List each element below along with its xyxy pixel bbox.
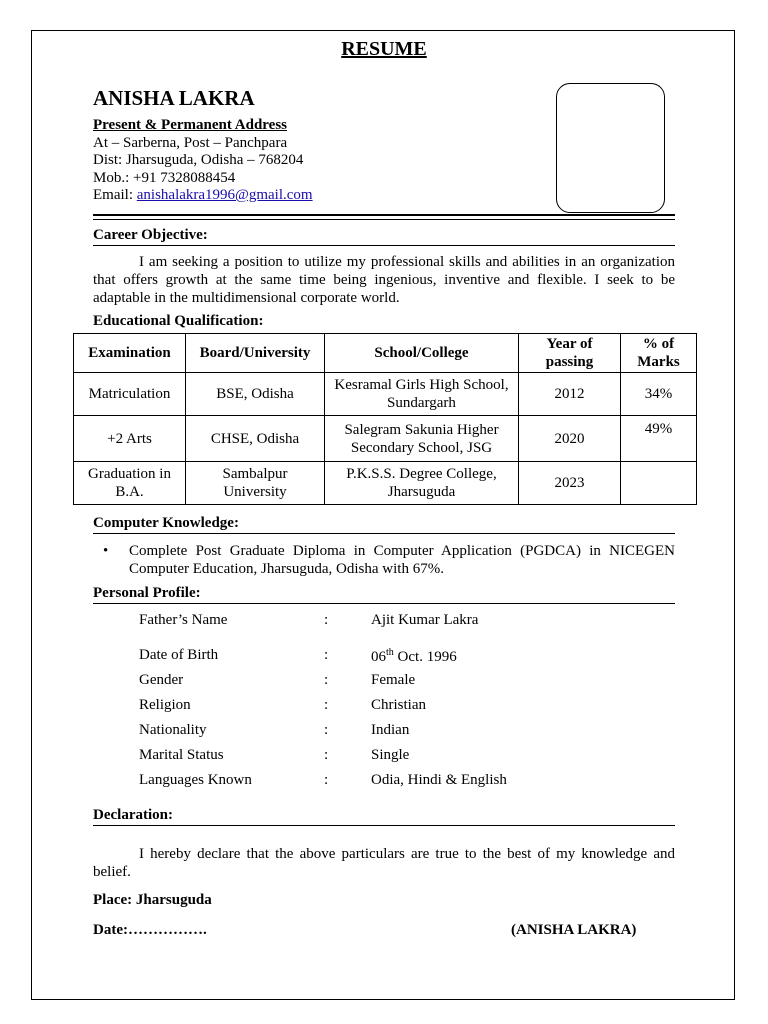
bullet-icon: •	[103, 543, 109, 559]
table-row	[74, 416, 697, 462]
religion-colon: :	[324, 697, 329, 713]
dob-colon: :	[324, 647, 329, 663]
nationality-label: Nationality	[139, 722, 207, 738]
column-header-school: School/College	[325, 334, 519, 373]
marital-status-value: Single	[371, 747, 410, 763]
dob-value	[371, 647, 457, 666]
gender-label: Gender	[139, 672, 184, 688]
career-objective-heading: Career Objective:	[93, 227, 675, 246]
table-row	[74, 462, 697, 505]
marital-status-label: Marital Status	[139, 747, 224, 763]
dob-month-year: Oct. 1996	[393, 649, 457, 665]
marital-status-colon: :	[324, 747, 329, 763]
school-cell: P.K.S.S. Degree College, Jharsuguda	[325, 462, 519, 505]
column-header-board: Board/University	[186, 334, 325, 373]
photo-placeholder	[556, 83, 665, 213]
place-line: Place: Jharsuguda	[93, 892, 212, 908]
header-divider-thick	[93, 214, 675, 216]
education-header-row	[74, 334, 697, 373]
address-line-2: Dist: Jharsuguda, Odisha – 768204	[93, 152, 304, 168]
religion-label: Religion	[139, 697, 191, 713]
computer-knowledge-heading: Computer Knowledge:	[93, 515, 675, 534]
fathers-name-label: Father’s Name	[139, 612, 228, 628]
languages-colon: :	[324, 772, 329, 788]
mobile-number: Mob.: +91 7328088454	[93, 170, 236, 186]
gender-value: Female	[371, 672, 416, 688]
exam-cell: Graduation in B.A.	[74, 462, 186, 505]
year-cell: 2023	[519, 462, 621, 505]
personal-profile-heading: Personal Profile:	[93, 585, 675, 604]
languages-label: Languages Known	[139, 772, 252, 788]
board-cell: Sambalpur University	[186, 462, 325, 505]
dob-suffix: th	[386, 647, 394, 658]
exam-cell: Matriculation	[74, 373, 186, 416]
table-row	[74, 373, 697, 416]
dob-day: 06	[371, 649, 386, 665]
email-label: Email:	[93, 187, 137, 203]
marks-cell: 34%	[621, 373, 697, 416]
fathers-name-colon: :	[324, 612, 329, 628]
email-row	[93, 187, 313, 204]
career-objective-text: I am seeking a position to utilize my professional skills and abilities in an organization that offers growth at the same time being ingenious, inventive and flexible. I seek to be adaptable in the multidimensional corporate world.	[93, 254, 675, 306]
year-cell: 2020	[519, 416, 621, 462]
candidate-name: ANISHA LAKRA	[93, 86, 255, 110]
email-link[interactable]: anishalakra1996@gmail.com	[136, 187, 313, 203]
nationality-value: Indian	[371, 722, 410, 738]
dob-label: Date of Birth	[139, 647, 219, 663]
gender-colon: :	[324, 672, 329, 688]
column-header-examination: Examination	[74, 334, 186, 373]
fathers-name-value: Ajit Kumar Lakra	[371, 612, 479, 628]
declaration-heading: Declaration:	[93, 807, 675, 826]
school-cell: Salegram Sakunia Higher Secondary School, JSG	[325, 416, 519, 462]
education-heading: Educational Qualification:	[93, 313, 264, 329]
date-line: Date:…………….	[93, 922, 207, 938]
board-cell: BSE, Odisha	[186, 373, 325, 416]
column-header-marks: % of Marks	[621, 334, 697, 373]
computer-knowledge-item: Complete Post Graduate Diploma in Computer Application (PGDCA) in NICEGEN Computer Education, Jharsuguda, Odisha with 67%.	[129, 543, 675, 577]
address-line-1: At – Sarberna, Post – Panchpara	[93, 135, 288, 151]
declaration-text: I hereby declare that the above particulars are true to the best of my knowledge and belief.	[93, 846, 675, 880]
marks-cell	[621, 462, 697, 505]
school-cell: Kesramal Girls High School, Sundargarh	[325, 373, 519, 416]
signature-name: (ANISHA LAKRA)	[511, 922, 637, 938]
marks-cell: 49%	[621, 416, 697, 462]
year-cell: 2012	[519, 373, 621, 416]
board-cell: CHSE, Odisha	[186, 416, 325, 462]
header-divider-thin	[93, 219, 675, 220]
nationality-colon: :	[324, 722, 329, 738]
religion-value: Christian	[371, 697, 426, 713]
address-heading: Present & Permanent Address	[93, 117, 288, 133]
column-header-year: Year of passing	[519, 334, 621, 373]
education-table	[73, 333, 697, 505]
exam-cell: +2 Arts	[74, 416, 186, 462]
page-title: RESUME	[341, 38, 427, 60]
languages-value: Odia, Hindi & English	[371, 772, 507, 788]
